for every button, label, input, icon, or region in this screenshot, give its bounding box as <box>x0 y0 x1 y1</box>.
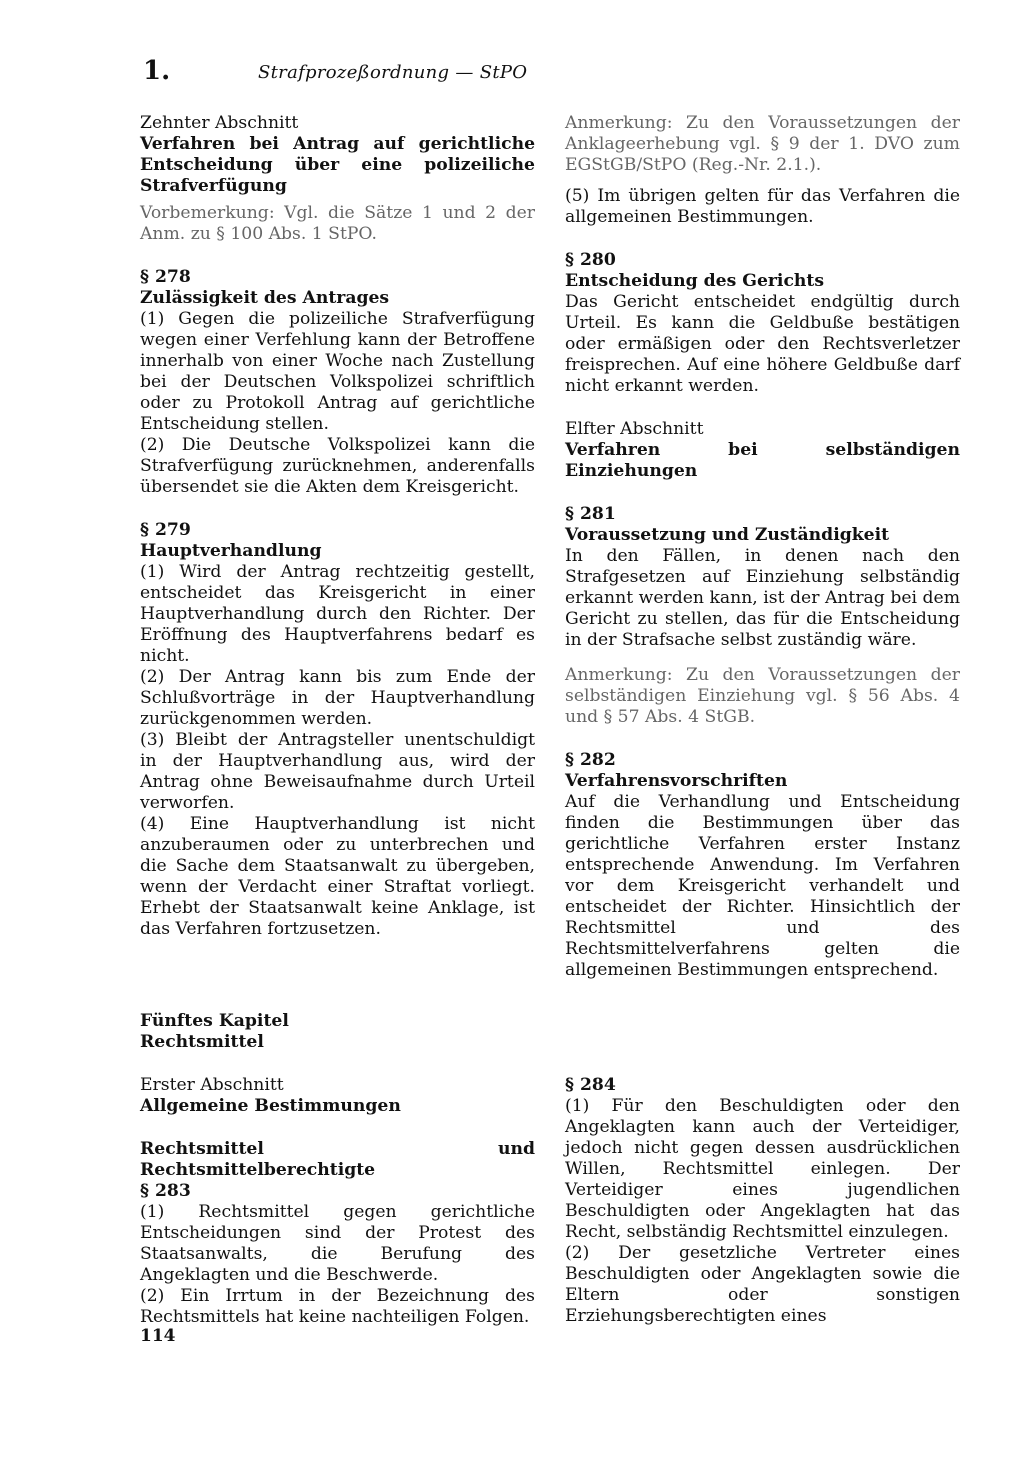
paragraph-title-281: Voraussetzung und Zuständigkeit <box>565 525 890 545</box>
section-label: Zehnter Abschnitt <box>140 113 299 133</box>
paragraph-279-sub2: (2) Der Antrag kann bis zum Ende der Schlußvorträge in der Hauptverhandlung zurückgenommen werden. <box>140 667 535 729</box>
right-column-bottom <box>565 1075 960 1327</box>
paragraph-284-sub1: (1) Für den Beschuldigten oder den Angeklagten kann auch der Verteidiger, jedoch nicht gegen dessen ausdrücklichen Willen, Rechtsmittel einlegen. Der Verteidiger eines jugendlichen Beschuldigten oder Angeklagten hat das Recht, selbständig Rechtsmittel einzulegen. <box>565 1096 960 1242</box>
paragraph-title-282: Verfahrensvorschriften <box>565 771 788 791</box>
preliminary-note: Vorbemerkung: Vgl. die Sätze 1 und 2 der Anm. zu § 100 Abs. 1 StPO. <box>140 203 535 244</box>
paragraph-number-281: § 281 <box>565 504 616 524</box>
paragraph-279-sub3: (3) Bleibt der Antragsteller unentschuldigt in der Hauptverhandlung aus, wird der Antrag ohne Beweisaufnahme durch Urteil verworfen. <box>140 730 535 813</box>
left-column-top <box>140 113 535 940</box>
paragraph-283-sub1: (1) Rechtsmittel gegen gerichtliche Entscheidungen sind der Protest des Staatsanwalts, die Berufung des Angeklagten und die Beschwerde. <box>140 1202 535 1285</box>
paragraph-number-283: § 283 <box>140 1181 191 1201</box>
section-label-eleventh: Elfter Abschnitt <box>565 419 704 439</box>
section-label-first: Erster Abschnitt <box>140 1075 284 1095</box>
paragraph-280-text: Das Gericht entscheidet endgültig durch Urteil. Es kann die Geldbuße bestätigen oder ermäßigen oder den Rechtsverletzer freisprechen. Auf eine höhere Geldbuße darf nicht erkannt werden. <box>565 292 960 396</box>
paragraph-278-sub2: (2) Die Deutsche Volkspolizei kann die Strafverfügung zurücknehmen, anderenfalls übersendet sie die Akten dem Kreisgericht. <box>140 435 535 497</box>
paragraph-number-278: § 278 <box>140 267 191 287</box>
annotation-note-2: Anmerkung: Zu den Voraussetzungen der selbständigen Einziehung vgl. § 56 Abs. 4 und § 57 Abs. 4 StGB. <box>565 665 960 727</box>
section-title-first: Allgemeine Bestimmungen <box>140 1096 401 1116</box>
paragraph-number-279: § 279 <box>140 520 191 540</box>
paragraph-278-sub1: (1) Gegen die polizeiliche Strafverfügung wegen einer Verfehlung kann der Betroffene innerhalb von einer Woche nach Zustellung bei der Deutschen Volkspolizei schriftlich oder zu Protokoll Antrag auf gerichtliche Entscheidung stellen. <box>140 309 535 434</box>
paragraph-number-280: § 280 <box>565 250 616 270</box>
paragraph-279-sub4: (4) Eine Hauptverhandlung ist nicht anzuberaumen oder zu unterbrechen und die Sache dem Staatsanwalt zu übergeben, wenn der Verdacht einer Straftat vorliegt. Erhebt der Staatsanwalt keine Anklage, ist das Verfahren fortzusetzen. <box>140 814 535 939</box>
chapter-title: Rechtsmittel <box>140 1032 264 1052</box>
paragraph-284-sub2: (2) Der gesetzliche Vertreter eines Beschuldigten oder Angeklagten sowie die Eltern oder sonstigen Erziehungsberechtigten eines <box>565 1243 960 1326</box>
paragraph-282-text: Auf die Verhandlung und Entscheidung finden die Bestimmungen über das gerichtliche Verfahren erster Instanz entsprechende Anwendung. Im Verfahren vor dem Kreisgericht verhandelt und entscheidet der Richter. Hinsichtlich der Rechtsmittel und des Rechtsmittelverfahrens gelten die allgemeinen Bestimmungen entsprechend. <box>565 792 960 980</box>
chapter-number: 1. <box>143 56 171 86</box>
page-number: 114 <box>140 1326 176 1346</box>
paragraph-281-text: In den Fällen, in denen nach den Strafgesetzen auf Einziehung selbständig erkannt werden kann, ist der Antrag bei dem Gericht zu stellen, das für die Entscheidung in der Strafsache selbst zuständig wäre. <box>565 546 960 650</box>
running-header-title: Strafprozeßordnung — StPO <box>258 62 528 83</box>
paragraph-title-279: Hauptverhandlung <box>140 541 322 561</box>
section-title-eleventh: Verfahren bei selbständigen Einziehungen <box>565 440 960 481</box>
annotation-note: Anmerkung: Zu den Voraussetzungen der Anklageerhebung vgl. § 9 der 1. DVO zum EGStGB/StPO (Reg.-Nr. 2.1.). <box>565 113 960 175</box>
section-title: Verfahren bei Antrag auf gerichtliche Entscheidung über eine polizeiliche Strafverfügung <box>140 134 535 196</box>
paragraph-number-282: § 282 <box>565 750 616 770</box>
paragraph-279-sub5: (5) Im übrigen gelten für das Verfahren die allgemeinen Bestimmungen. <box>565 186 960 227</box>
paragraph-title-280: Entscheidung des Gerichts <box>565 271 825 291</box>
paragraph-title-278: Zulässigkeit des Antrages <box>140 288 390 308</box>
paragraph-number-284: § 284 <box>565 1075 616 1095</box>
right-column-top <box>565 113 960 981</box>
chapter-label: Fünftes Kapitel <box>140 1011 289 1031</box>
paragraph-283-sub2: (2) Ein Irrtum in der Bezeichnung des Rechtsmittels hat keine nachteiligen Folgen. <box>140 1286 535 1327</box>
paragraph-279-sub1: (1) Wird der Antrag rechtzeitig gestellt, entscheidet das Kreisgericht in einer Hauptverhandlung durch den Richter. Der Eröffnung des Hauptverfahrens bedarf es nicht. <box>140 562 535 666</box>
left-column-bottom <box>140 1011 535 1328</box>
subheading-rechtsmittel: Rechtsmittel und Rechtsmittelberechtigte <box>140 1139 535 1180</box>
